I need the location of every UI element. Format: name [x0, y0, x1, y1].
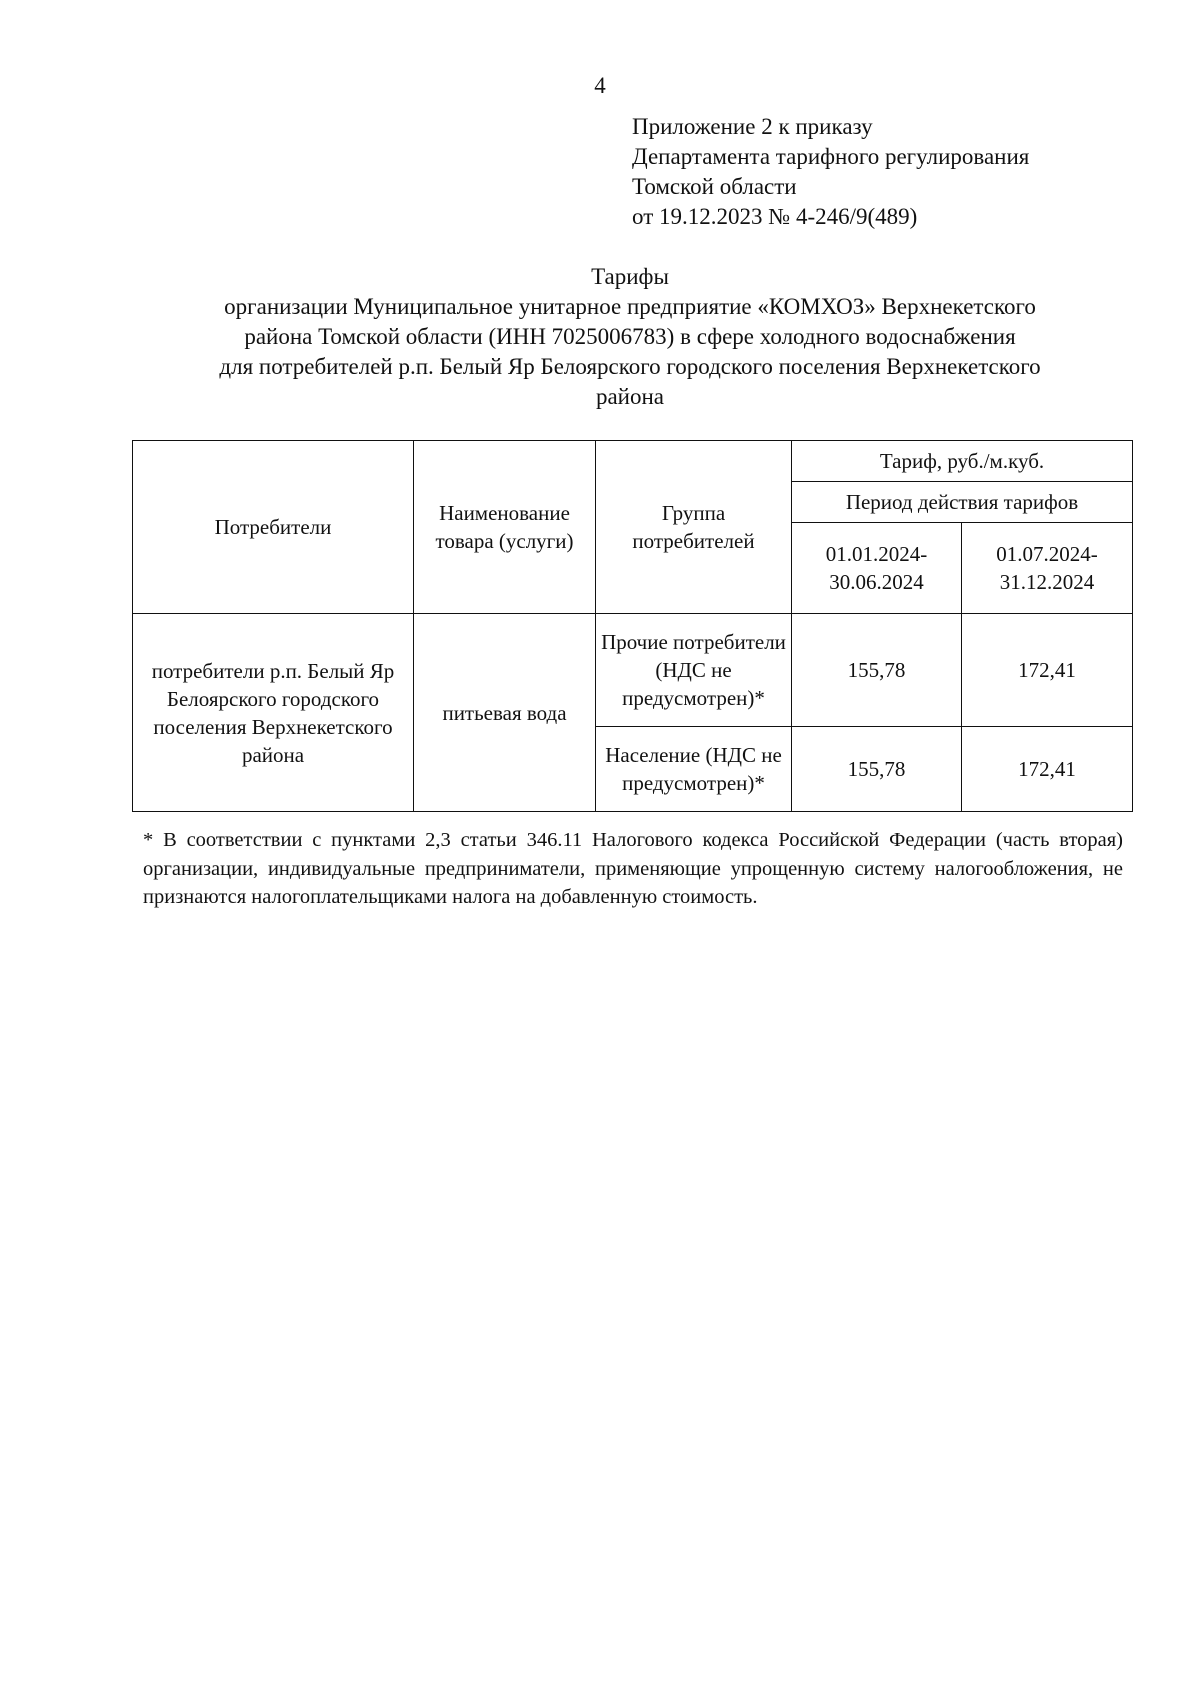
header-period: Период действия тарифов	[792, 482, 1133, 523]
page-number: 4	[594, 73, 606, 98]
footnote: * В соответствии с пунктами 2,3 статьи 346.11 Налогового кодекса Российской Федерации (часть вторая) организации, индивидуальные предприниматели, применяющие упрощенную систему налогообложения, не признаются налогоплательщиками налога на добавленную стоимость.	[143, 829, 1123, 908]
cell-group: Прочие потребители (НДС не предусмотрен)*	[596, 614, 792, 727]
table-header-row	[133, 441, 1133, 482]
cell-consumers: потребители р.п. Белый Яр Белоярского городского поселения Верхнекетского района	[133, 614, 414, 812]
header-tariff: Тариф, руб./м.куб.	[792, 441, 1133, 482]
cell-tariff-2: 172,41	[962, 614, 1133, 727]
cell-tariff-1: 155,78	[792, 727, 962, 812]
title-line: района Томской области (ИНН 7025006783) в сфере холодного водоснабжения	[244, 324, 1016, 349]
tariff-table	[132, 440, 1133, 812]
header-group: Группа потребителей	[596, 441, 792, 614]
cell-group: Население (НДС не предусмотрен)*	[596, 727, 792, 812]
title-line: для потребителей р.п. Белый Яр Белоярского городского поселения Верхнекетского	[219, 354, 1041, 379]
title-line: района	[595, 384, 665, 409]
header-period-2: 01.07.2024-31.12.2024	[962, 523, 1133, 614]
appendix-line: Томской области	[632, 174, 797, 199]
title-line: организации Муниципальное унитарное предприятие «КОМХОЗ» Верхнекетского	[224, 294, 1036, 319]
appendix-line: от 19.12.2023 № 4-246/9(489)	[632, 204, 918, 229]
title-heading: Тарифы	[591, 264, 669, 289]
document-title	[140, 262, 1120, 412]
header-consumers: Потребители	[133, 441, 414, 614]
cell-goods: питьевая вода	[414, 614, 596, 812]
header-period-1: 01.01.2024-30.06.2024	[792, 523, 962, 614]
header-goods: Наименование товара (услуги)	[414, 441, 596, 614]
cell-tariff-2: 172,41	[962, 727, 1133, 812]
table-row	[133, 614, 1133, 727]
appendix-line: Приложение 2 к приказу	[632, 114, 873, 139]
cell-tariff-1: 155,78	[792, 614, 962, 727]
appendix-reference	[632, 112, 1029, 232]
appendix-line: Департамента тарифного регулирования	[632, 144, 1030, 169]
